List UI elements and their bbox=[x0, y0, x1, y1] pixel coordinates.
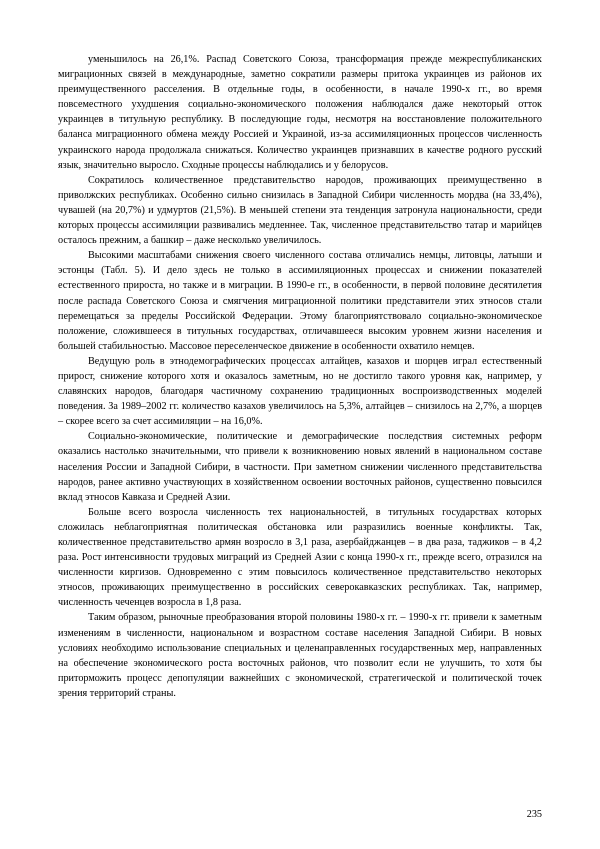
paragraph: Таким образом, рыночные преобразования второй половины 1980-х гг. – 1990-х гг. привели к заметным изменениям в численности, национальном и возрастном составе населения Западной Сибири. В новых условиях необходимо использование специальных и целенаправленных государственных мер, направленных на обеспечение экономического роста восточных районов, что позволит если не улучшить, то хотя бы приторможить процесс депопуляции важнейших с экономической, стратегической и политической точек зрения территорий страны. bbox=[58, 612, 542, 699]
page-number: 235 bbox=[526, 809, 542, 820]
paragraph: Ведущую роль в этнодемографических процессах алтайцев, казахов и шорцев играл естественный прирост, снижение которого хотя и оказалось заметным, но не достигло такого уровня как, например, у славянских народов, благодаря частичному сохранению традиционных воспроизводственных моделей поведения. За 1989–2002 гг. количество казахов увеличилось на 5,3%, алтайцев – снизилось на 2,7%, а шорцев – скорее всего за счет ассимиляции – на 16,0%. bbox=[58, 355, 542, 428]
paragraph: Сократилось количественное представительство народов, проживающих преимущественно в приволжских республиках. Особенно сильно снизилась в Западной Сибири численность мордва (на 33,4%), чувашей (на 20,7%) и удмуртов (21,5%). В меньшей степени эта тенденция затронула национальности, среди которых процессы ассимиляции развивались медленнее. Так, численное представительство татар и марийцев осталось прежним, а башкир – даже несколько увеличилось. bbox=[58, 174, 542, 247]
paragraph: Больше всего возросла численность тех национальностей, в титульных государствах которых сложилась неблагоприятная политическая обстановка или разразились военные конфликты. Так, количественное представительство армян возросло в 3,1 раза, азербайджанцев – в два раза, таджиков – в 4,2 раза. Рост интенсивности трудовых миграций из Средней Азии с конца 1990-х гг., прежде всего, отразился на численности киргизов. Одновременно с этим повысилось количественное представительство некоторых этносов, проживающих преимущественно в российских северокавказских республиках. Так, например, численность чеченцев возросла в 1,8 раза. bbox=[58, 506, 542, 609]
paragraph: уменьшилось на 26,1%. Распад Советского Союза, трансформация прежде межреспубликанских миграционных связей в международные, заметно сократили размеры притока украинцев из районов их преимущественного расселения. В отдельные годы, в особенности, в начале 1990-х гг., во время повсеместного ухудшения социально-экономического положения наблюдался даже некоторый отток украинцев в титульную республику. В последующие годы, несмотря на восстановление положительного баланса миграционного обмена между Россией и Украиной, из-за ассимиляционных процессов численность украинского народа продолжала снижаться. Количество украинцев признавших в качестве родного русский язык, значительно выросло. Сходные процессы наблюдались и у белорусов. bbox=[58, 54, 542, 171]
page-body bbox=[58, 52, 542, 701]
paragraph: Социально-экономические, политические и демографические последствия системных реформ оказались настолько значительными, что привели к возникновению новых явлений в национальном составе населения России и Западной Сибири, в частности. При заметном снижении численного представительства народов, ранее активно участвующих в хозяйственном освоении восточных районов, существенно повысился вклад этносов Кавказа и Средней Азии. bbox=[58, 431, 542, 503]
paragraph: Высокими масштабами снижения своего численного состава отличались немцы, литовцы, латыши и эстонцы (Табл. 5). И дело здесь не только в ассимиляционных процессах и снижении показателей естественного прироста, но также и в миграции. В 1990-е гг., в особенности, в первой половине десятилетия после распада Советского Союза и смягчения миграционной политики представители этих этносов стали перемещаться за пределы Российской Федерации. Этому благоприятствовало социально-экономическое положение, сложившееся в титульных государствах, отличавшееся высоким уровнем жизни населения и большей стабильностью. Массовое переселенческое движение в особенности охватило немцев. bbox=[58, 250, 542, 352]
